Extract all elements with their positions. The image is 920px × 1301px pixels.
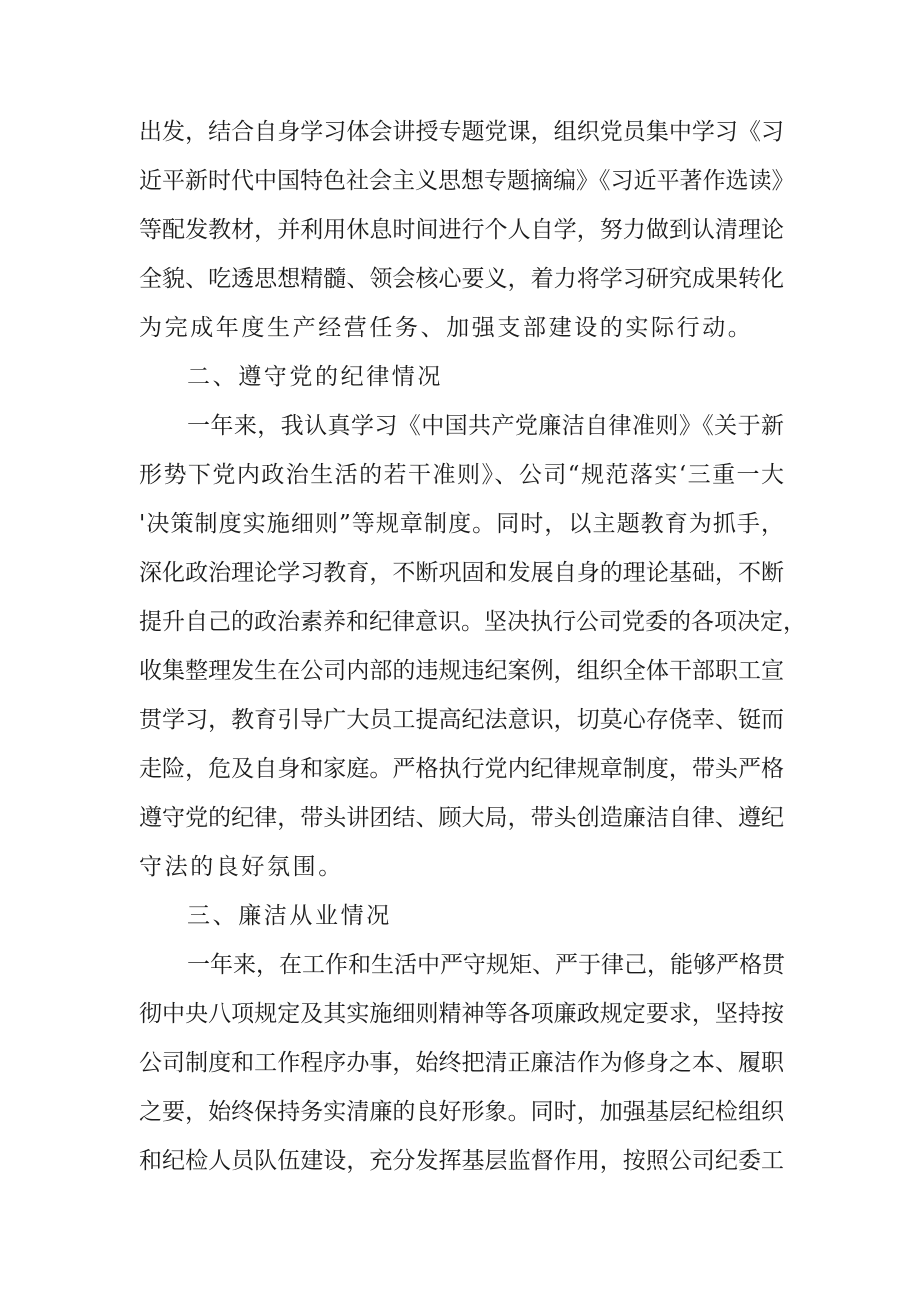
- section-heading: 二、遵守党的纪律情况: [187, 364, 443, 390]
- paragraph-line: 一年来，我认真学习《中国共产党廉洁自律准则》《关于新: [187, 413, 784, 439]
- paragraph-line: 贯学习，教育引导广大员工提高纪法意识，切莫心存侥幸、铤而: [139, 707, 784, 733]
- paragraph-line: 出发，结合自身学习体会讲授专题党课，组织党员集中学习《习: [139, 119, 784, 145]
- paragraph-line: 一年来，在工作和生活中严守规矩、严于律己，能够严格贯: [187, 952, 785, 978]
- paragraph-line: 之要，始终保持务实清廉的良好形象。同时，加强基层纪检组织: [139, 1099, 784, 1125]
- paragraph-line: '决策制度实施细则”等规章制度。同时，以主题教育为抓手，: [139, 511, 784, 537]
- paragraph-line: 为完成年度生产经营任务、加强支部建设的实际行动。: [139, 315, 754, 341]
- section-heading: 三、廉洁从业情况: [187, 903, 392, 929]
- paragraph-line: 守法的良好氛围。: [139, 854, 344, 880]
- paragraph-line: 等配发教材，并利用休息时间进行个人自学，努力做到认清理论: [139, 217, 784, 243]
- paragraph-line: 和纪检人员队伍建设，充分发挥基层监督作用，按照公司纪委工: [139, 1148, 784, 1174]
- paragraph-line: 彻中央八项规定及其实施细则精神等各项廉政规定要求，坚持按: [139, 1001, 784, 1027]
- paragraph-line: 遵守党的纪律，带头讲团结、顾大局，带头创造廉洁自律、遵纪: [139, 805, 784, 831]
- paragraph-line: 全貌、吃透思想精髓、领会核心要义，着力将学习研究成果转化: [139, 266, 784, 292]
- paragraph-line: 收集整理发生在公司内部的违规违纪案例，组织全体干部职工宣: [139, 658, 784, 684]
- paragraph-line: 近平新时代中国特色社会主义思想专题摘编》《习近平著作选读》: [139, 168, 795, 194]
- paragraph-line: 走险，危及自身和家庭。严格执行党内纪律规章制度，带头严格: [139, 756, 784, 782]
- paragraph-line: 公司制度和工作程序办事，始终把清正廉洁作为修身之本、履职: [139, 1050, 784, 1076]
- paragraph-line: 形势下党内政治生活的若干准则》、公司“规范落实‘三重一大: [139, 462, 784, 488]
- paragraph-line: 提升自己的政治素养和纪律意识。坚决执行公司党委的各项决定，: [139, 609, 806, 635]
- paragraph-line: 深化政治理论学习教育，不断巩固和发展自身的理论基础，不断: [139, 560, 784, 586]
